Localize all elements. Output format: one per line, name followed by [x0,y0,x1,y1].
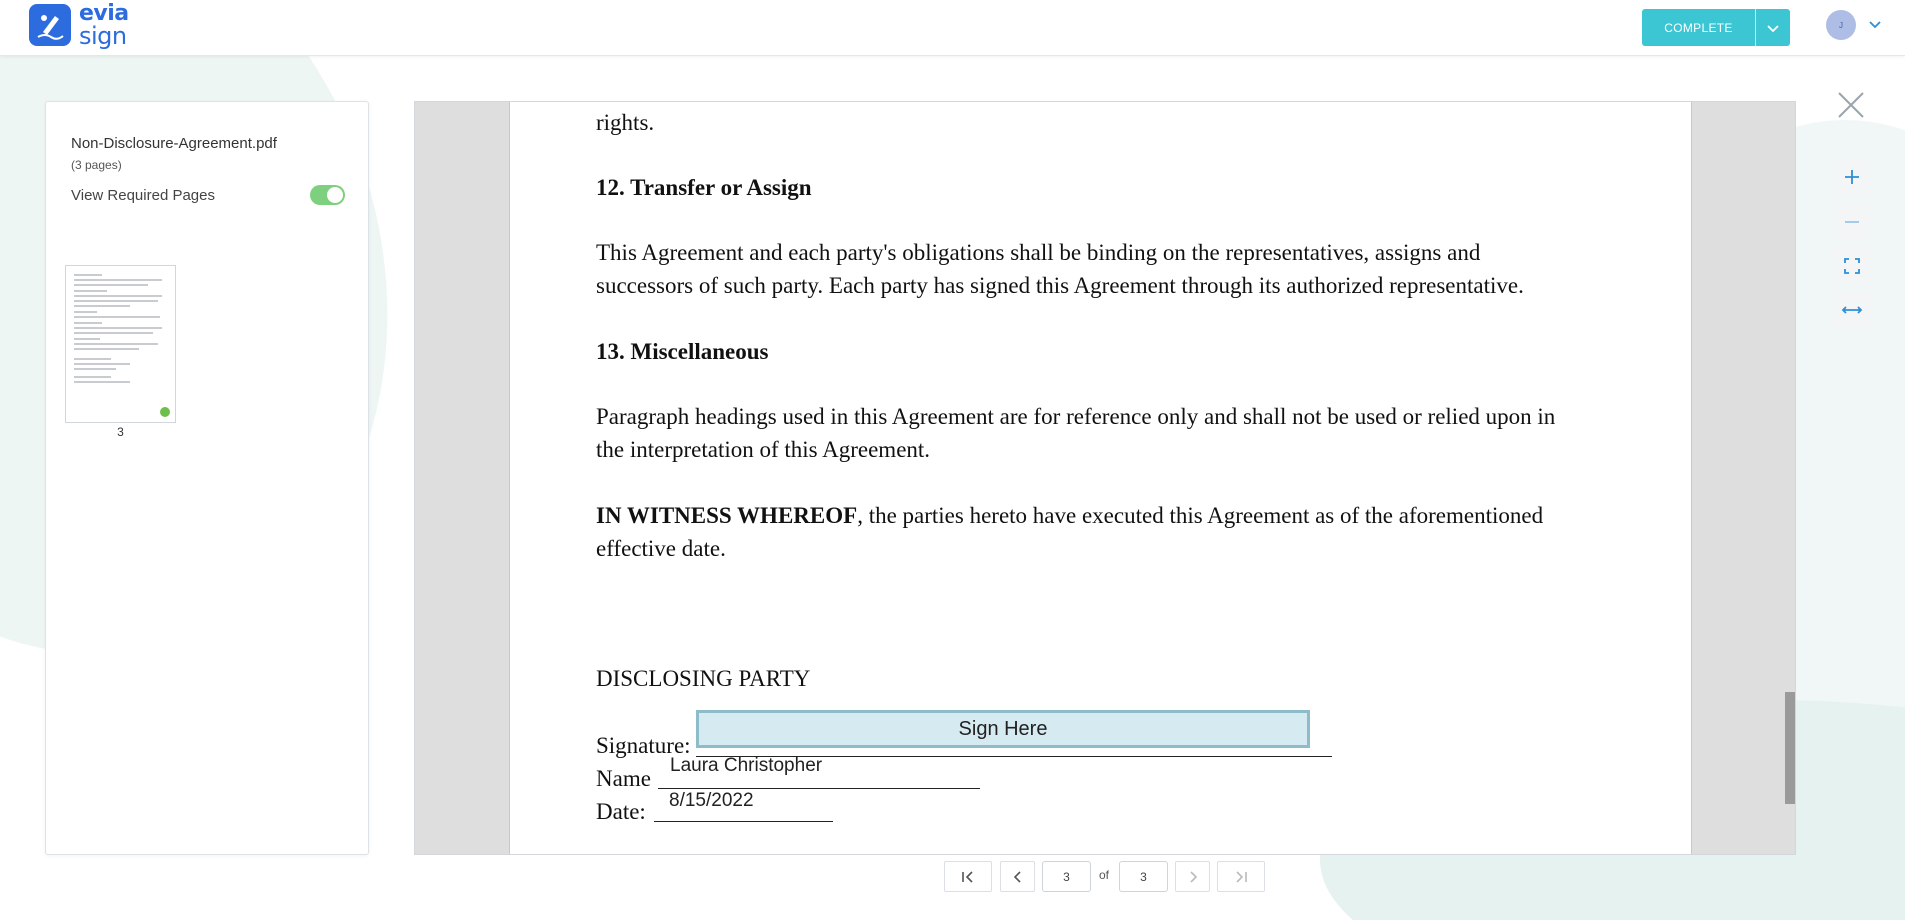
view-required-pages-label: View Required Pages [71,187,215,204]
user-avatar[interactable]: J [1826,10,1856,40]
witness-rest: , the parties hereto have executed this Agreement as of the aforementioned [857,503,1544,528]
total-pages-field [1119,861,1168,892]
signature-label: Signature: [596,733,691,758]
current-page-input[interactable] [1042,861,1091,892]
page-thumbnail[interactable] [65,265,176,423]
last-page-button[interactable] [1217,861,1265,892]
logo-pen-icon [29,4,71,46]
evia-sign-logo[interactable] [29,0,129,50]
fit-width-button[interactable] [1834,292,1870,328]
doc-text-line: This Agreement and each party's obligations shall be binding on the representatives, assigns and [596,240,1481,265]
date-field[interactable]: 8/15/2022 [669,790,754,811]
doc-text-line: effective date. [596,536,726,561]
name-field[interactable]: Laura Christopher [670,755,823,776]
thumbnail-page-number: 3 [117,425,124,439]
doc-text-line: successors of such party. Each party has signed this Agreement through its authorized representative. [596,273,1524,298]
fit-width-icon [1841,301,1863,319]
fullscreen-icon [1843,257,1861,275]
complete-button-group [1642,9,1790,46]
date-label: Date: [596,799,646,824]
first-page-icon [960,870,976,884]
name-label: Name [596,766,651,791]
last-page-icon [1233,870,1249,884]
date-line [654,821,833,822]
doc-text-line: the interpretation of this Agreement. [596,437,931,462]
logo-sign: sign [79,22,127,50]
page-of-label: of [1099,868,1110,882]
file-page-count: (3 pages) [71,158,122,172]
doc-text-line: Paragraph headings used in this Agreement are for reference only and shall not be used or relied upon in [596,404,1556,429]
logo-wordmark [79,1,129,50]
complete-options-button[interactable] [1755,9,1790,46]
chevron-left-icon [1012,870,1024,884]
document-sidebar [45,101,369,855]
first-page-button[interactable] [944,861,992,892]
witness-bold: IN WITNESS WHEREOF [596,503,858,528]
zoom-out-button[interactable] [1834,204,1870,240]
next-page-button[interactable] [1175,861,1210,892]
chevron-down-icon[interactable] [1868,17,1882,31]
document-page [509,102,1692,855]
zoom-in-button[interactable] [1834,159,1870,195]
chevron-right-icon [1187,870,1199,884]
top-header [0,0,1905,56]
section-heading: 13. Miscellaneous [596,339,769,364]
plus-icon [1843,168,1861,186]
chevron-down-icon [1766,21,1780,35]
logo-evia: evia [79,1,129,26]
signed-status-dot [160,407,170,417]
document-viewer [414,101,1796,855]
doc-text-line [596,499,1616,532]
minus-icon [1843,213,1861,231]
view-required-pages-toggle[interactable] [310,185,345,205]
close-icon[interactable] [1836,90,1866,120]
name-line [658,788,980,789]
viewer-scrollbar[interactable] [1785,692,1795,804]
file-name: Non-Disclosure-Agreement.pdf [71,135,277,152]
party-heading: DISCLOSING PARTY [596,666,811,691]
toggle-knob [327,187,343,203]
fit-page-button[interactable] [1834,248,1870,284]
complete-button[interactable]: COMPLETE [1642,9,1755,46]
sign-here-field[interactable]: Sign Here [696,710,1310,748]
doc-text-line: rights. [596,110,655,135]
previous-page-button[interactable] [1000,861,1035,892]
section-heading: 12. Transfer or Assign [596,175,812,200]
